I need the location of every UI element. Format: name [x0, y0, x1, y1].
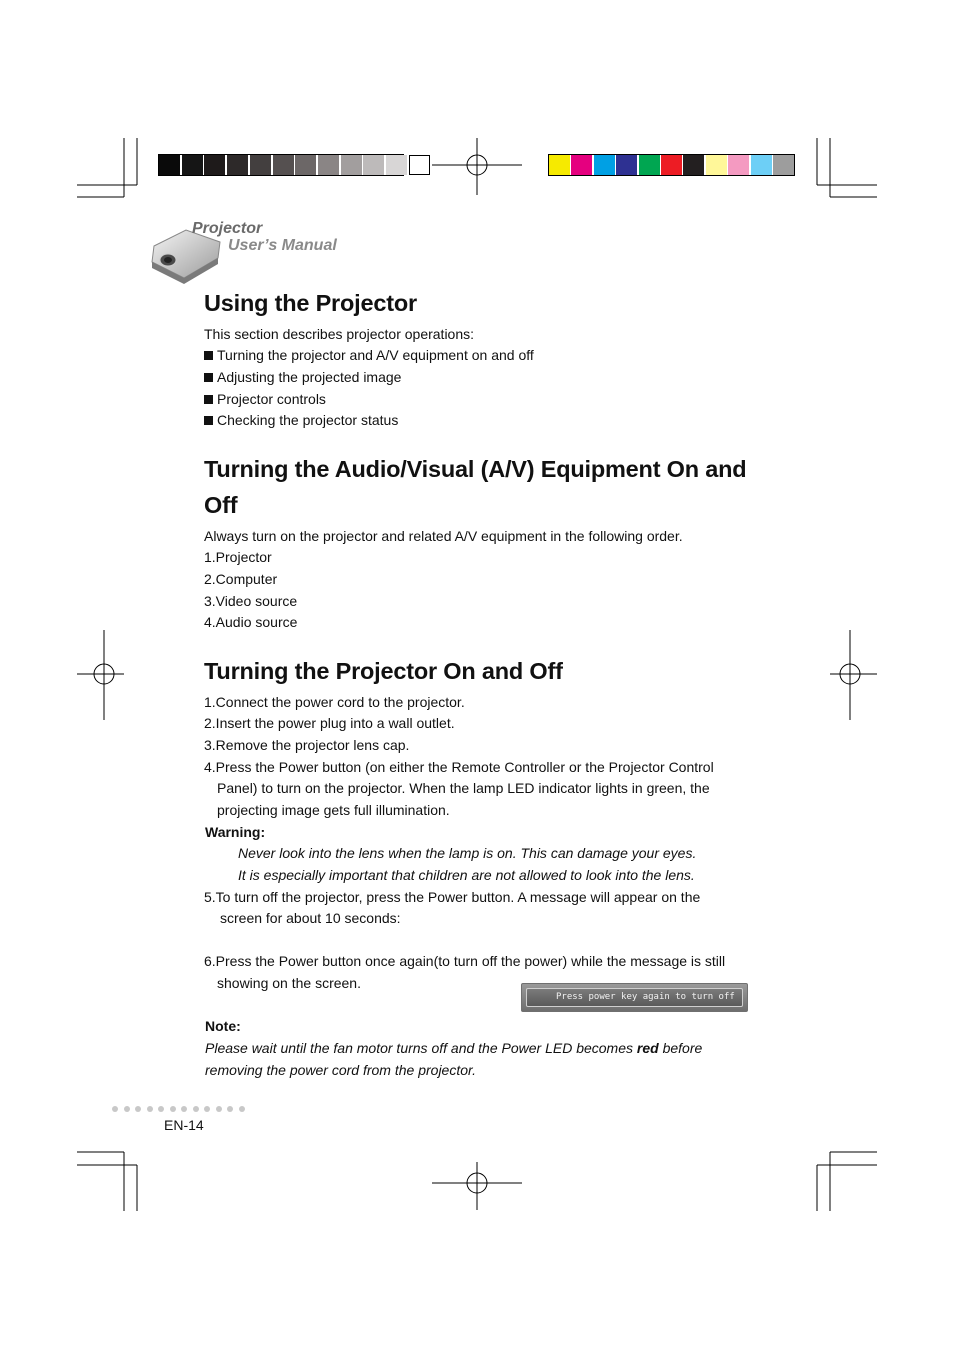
gray-swatch [227, 155, 248, 175]
color-swatch [773, 155, 794, 175]
bullet-text: Turning the projector and A/V equipment on and off [217, 347, 534, 363]
color-swatch [549, 155, 570, 175]
note-text-part: before [658, 1040, 703, 1056]
footer-dot [181, 1106, 187, 1112]
section2-intro: Always turn on the projector and related A/V equipment in the following order. [204, 528, 683, 544]
procedure-step: 2.Insert the power plug into a wall outlet. [204, 715, 455, 731]
procedure-step: 4.Press the Power button (on either the Remote Controller or the Projector Control [204, 759, 714, 775]
color-swatch [728, 155, 749, 175]
note-text [205, 1040, 702, 1056]
bullet-item [204, 369, 401, 385]
procedure-step-cont: screen for about 10 seconds: [220, 910, 401, 926]
procedure-step-cont: Panel) to turn on the projector. When the lamp LED indicator lights in green, the [217, 780, 710, 796]
bullet-item [204, 391, 326, 407]
gray-swatch [204, 155, 225, 175]
gray-swatch [386, 155, 407, 175]
gray-swatch [295, 155, 316, 175]
procedure-step: 3.Remove the projector lens cap. [204, 737, 410, 753]
footer-dot [112, 1106, 118, 1112]
procedure-step-cont: projecting image gets full illumination. [217, 802, 450, 818]
note-text-part: Please wait until the fan motor turns off and the Power LED becomes [205, 1040, 637, 1056]
color-swatch [571, 155, 592, 175]
page-number: EN-14 [164, 1117, 204, 1133]
gray-swatch [273, 155, 294, 175]
order-step: 2.Computer [204, 571, 278, 587]
color-swatch [661, 155, 682, 175]
color-swatch [683, 155, 704, 175]
order-step: 4.Audio source [204, 614, 298, 630]
bullet-text: Checking the projector status [217, 412, 399, 428]
section1-intro: This section describes projector operations: [204, 326, 475, 342]
footer-dot [193, 1106, 199, 1112]
procedure-step: 1.Connect the power cord to the projector. [204, 694, 465, 710]
manual-logo [146, 214, 386, 284]
heading-projector-on-off: Turning the Projector On and Off [204, 658, 563, 684]
gray-swatch [250, 155, 271, 175]
color-swatch [706, 155, 727, 175]
heading-av-equipment-line1: Turning the Audio/Visual (A/V) Equipment On and [204, 456, 747, 482]
gray-swatch [409, 155, 430, 175]
gray-swatch [182, 155, 203, 175]
color-swatch [616, 155, 637, 175]
bullet-text: Projector controls [217, 391, 326, 407]
logo-title: Projector [192, 220, 263, 237]
procedure-step: 5.To turn off the projector, press the Power button. A message will appear on the [204, 889, 701, 905]
color-swatch [751, 155, 772, 175]
note-emphasis-red: red [636, 1040, 659, 1056]
power-off-osd-message [521, 983, 748, 1012]
footer-dot [147, 1106, 153, 1112]
gray-swatch [363, 155, 384, 175]
gray-swatch [159, 155, 180, 175]
order-step: 1.Projector [204, 549, 272, 565]
footer-dot [124, 1106, 130, 1112]
logo-subtitle: User’s Manual [228, 237, 337, 254]
footer-dot [204, 1106, 210, 1112]
color-swatch [639, 155, 660, 175]
square-bullet-icon [204, 395, 213, 404]
footer-dot [158, 1106, 164, 1112]
note-text: removing the power cord from the projector. [205, 1062, 477, 1078]
gray-swatch [318, 155, 339, 175]
footer-dot [170, 1106, 176, 1112]
footer-dot [216, 1106, 222, 1112]
color-swatch [594, 155, 615, 175]
square-bullet-icon [204, 351, 213, 360]
note-label: Note: [205, 1018, 241, 1034]
footer-dot [227, 1106, 233, 1112]
warning-text: It is especially important that children are not allowed to look into the lens. [238, 867, 695, 883]
footer-dot [135, 1106, 141, 1112]
order-step: 3.Video source [204, 593, 298, 609]
square-bullet-icon [204, 416, 213, 425]
bullet-item [204, 347, 534, 363]
bullet-item [204, 412, 398, 428]
square-bullet-icon [204, 373, 213, 382]
bullet-text: Adjusting the projected image [217, 369, 402, 385]
footer-dot [239, 1106, 245, 1112]
warning-text: Never look into the lens when the lamp is on. This can damage your eyes. [238, 845, 697, 861]
osd-message-text: Press power key again to turn off [526, 988, 743, 1007]
procedure-step-cont: showing on the screen. [217, 975, 361, 991]
heading-av-equipment-line2: Off [204, 492, 238, 518]
warning-label: Warning: [205, 824, 266, 840]
procedure-step: 6.Press the Power button once again(to turn off the power) while the message is still [204, 953, 726, 969]
gray-swatch [341, 155, 362, 175]
heading-using-projector: Using the Projector [204, 290, 417, 316]
